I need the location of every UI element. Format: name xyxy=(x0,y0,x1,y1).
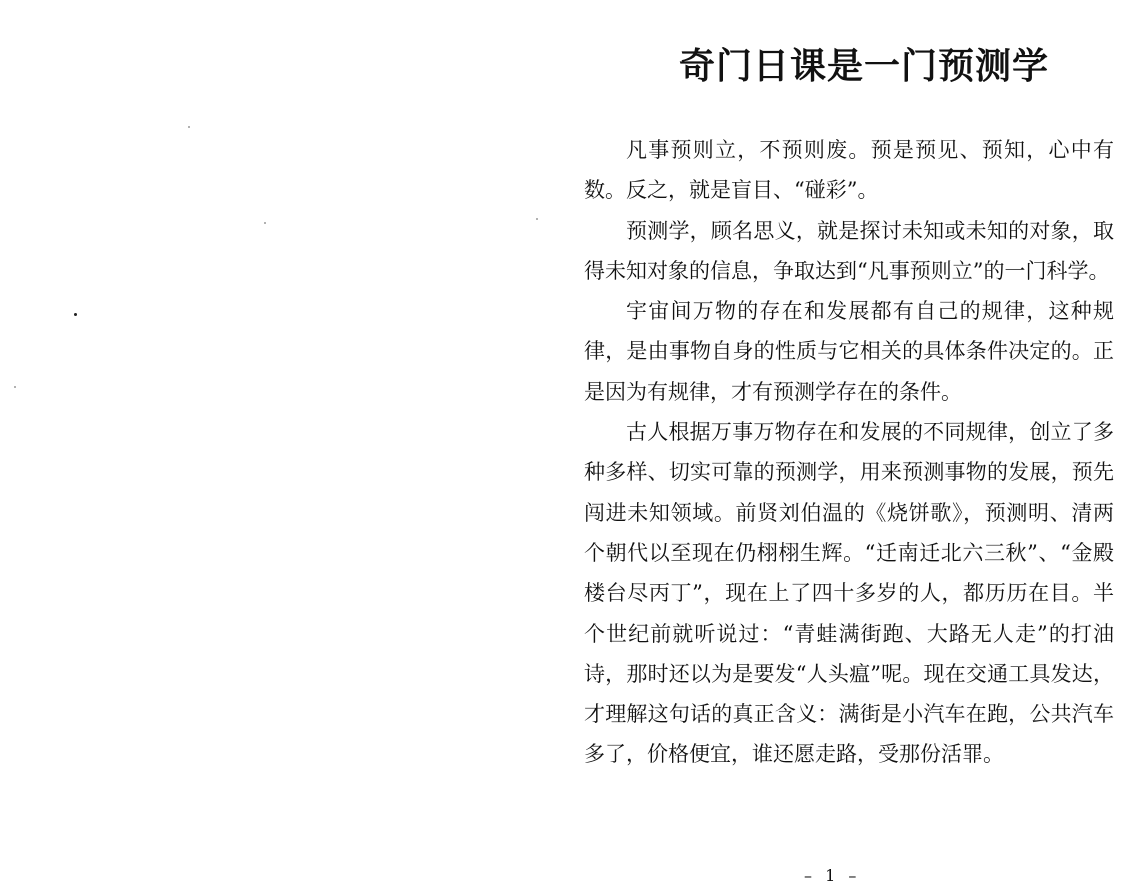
scan-speck xyxy=(188,126,190,128)
paragraph: 凡事预则立，不预则废。预是预见、预知，心中有数。反之，就是盲目、“碰彩”。 xyxy=(584,138,1114,203)
paragraph: 宇宙间万物的存在和发展都有自己的规律，这种规律，是由事物自身的性质与它相关的具体条件决定的。正是因为有规律，才有预测学存在的条件。 xyxy=(584,299,1114,404)
body-text xyxy=(584,130,1114,775)
scan-speck xyxy=(536,218,538,220)
page-number: – 1 – xyxy=(804,866,861,885)
scan-speck xyxy=(14,386,16,388)
paragraph: 古人根据万事万物存在和发展的不同规律，创立了多种多样、切实可靠的预测学，用来预测事物的发展，预先闯进未知领域。前贤刘伯温的《烧饼歌》，预测明、清两个朝代以至现在仍栩栩生辉。“迁南迁北六三秋”、“金殿楼台尽丙丁”，现在上了四十多岁的人，都历历在目。半个世纪前就听说过：“青蛙满街跑、大路无人走”的打油诗，那时还以为是要发“人头瘟”呢。现在交通工具发达，才理解这句话的真正含义：满街是小汽车在跑，公共汽车多了，价格便宜，谁还愿走路，受那份活罪。 xyxy=(584,420,1114,767)
paragraph: 预测学，顾名思义，就是探讨未知或未知的对象，取得未知对象的信息，争取达到“凡事预则立”的一门科学。 xyxy=(584,218,1114,283)
page-title: 奇门日课是一门预测学 xyxy=(679,45,1050,87)
scan-speck xyxy=(74,313,77,316)
left-page-blank xyxy=(0,0,560,895)
right-page xyxy=(572,0,1128,895)
scan-speck xyxy=(264,222,266,224)
